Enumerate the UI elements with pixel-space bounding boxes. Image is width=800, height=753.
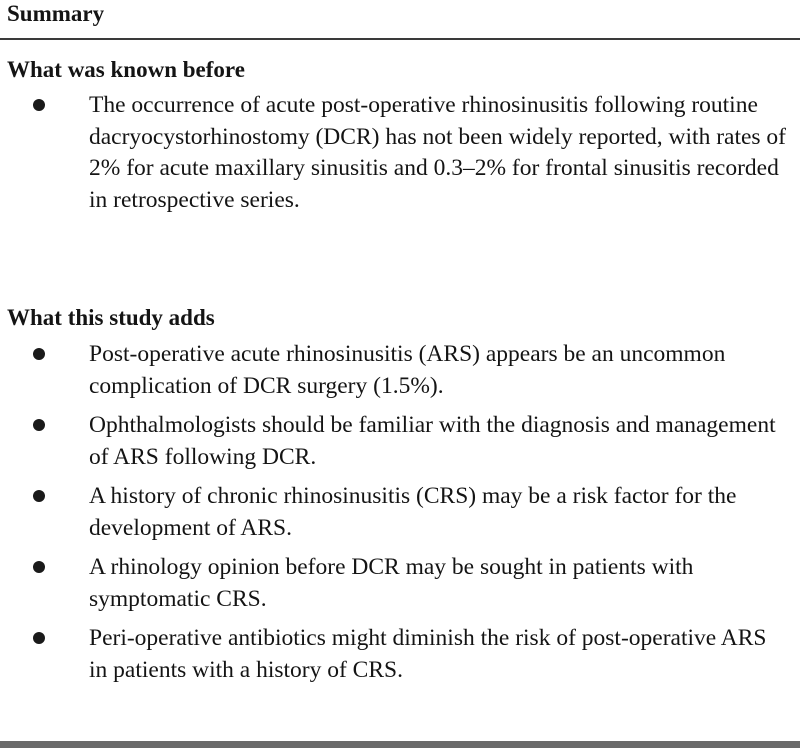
known-before-list — [0, 90, 800, 224]
list-item — [0, 623, 800, 686]
bullet-icon — [33, 490, 45, 502]
bullet-icon — [33, 419, 45, 431]
list-item — [0, 552, 800, 615]
list-item-text: Peri-operative antibiotics might diminish the risk of post-operative ARS in patients with a history of CRS. — [89, 625, 767, 683]
list-item-text: The occurrence of acute post-operative rhinosinusitis following routine dacryocystorhinostomy (DCR) has not been widely reported, with rates of 2% for acute maxillary sinusitis and 0.3–2% for frontal sinusitis recorded in retrospective series. — [89, 92, 787, 213]
list-item-text: Ophthalmologists should be familiar with the diagnosis and management of ARS following DCR. — [89, 412, 776, 470]
bullet-icon — [33, 632, 45, 644]
top-rule — [0, 38, 800, 40]
bullet-icon — [33, 99, 45, 111]
bullet-icon — [33, 561, 45, 573]
list-item-text: A history of chronic rhinosinusitis (CRS) may be a risk factor for the development of ARS. — [89, 483, 737, 541]
list-item — [0, 481, 800, 544]
list-item — [0, 339, 800, 402]
list-item-text: A rhinology opinion before DCR may be sought in patients with symptomatic CRS. — [89, 554, 694, 612]
known-before-heading: What was known before — [7, 57, 245, 82]
bottom-rule — [0, 741, 800, 748]
list-item — [0, 410, 800, 473]
study-adds-list — [0, 339, 800, 694]
study-adds-heading: What this study adds — [7, 305, 215, 330]
summary-title: Summary — [7, 1, 105, 26]
bullet-icon — [33, 348, 45, 360]
list-item — [0, 90, 800, 216]
list-item-text: Post-operative acute rhinosinusitis (ARS) appears be an uncommon complication of DCR surgery (1.5%). — [89, 341, 726, 399]
